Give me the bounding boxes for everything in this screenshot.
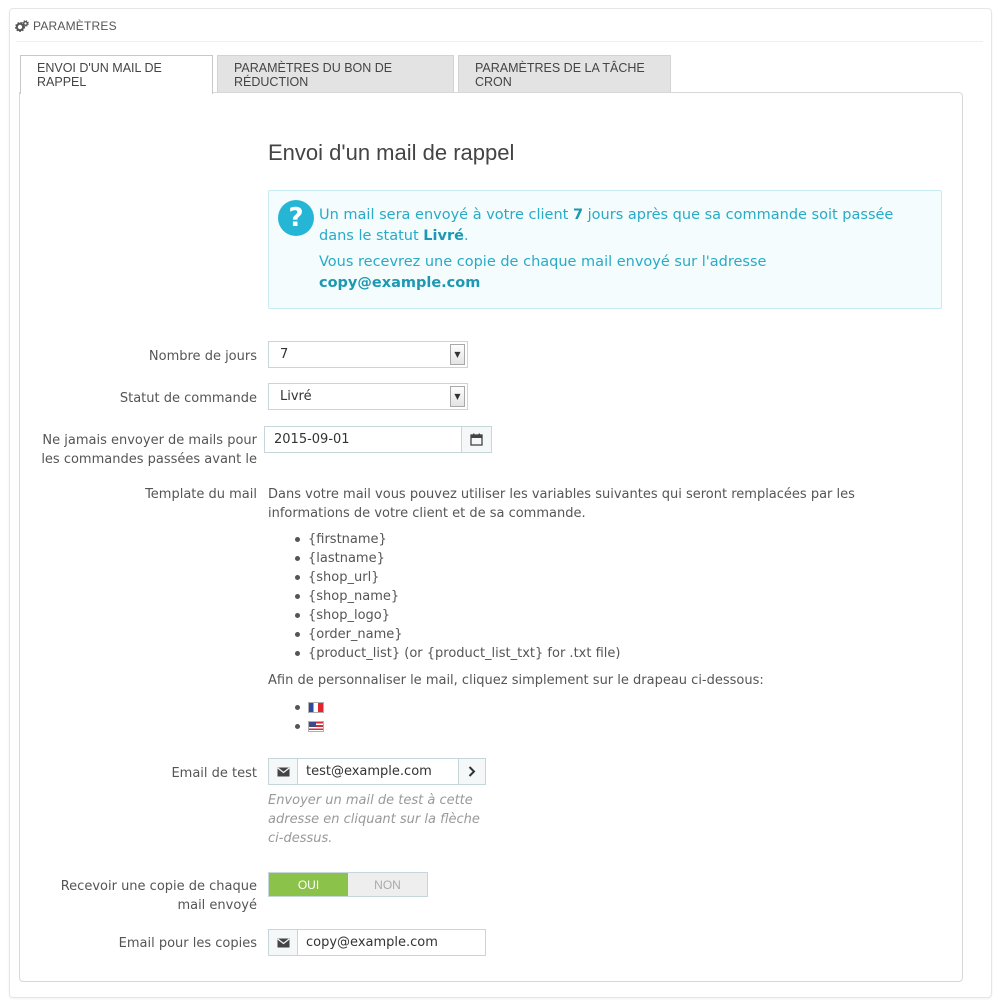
never-before-date-input[interactable] <box>264 426 492 453</box>
test-email-help: Envoyer un mail de test à cette adresse en cliquant sur la flèche ci-dessus. <box>268 793 480 846</box>
question-circle-icon: ? <box>278 200 314 236</box>
list-item: {shop_name} <box>290 587 620 606</box>
order-status-label: Statut de commande <box>119 391 257 406</box>
template-label: Template du mail <box>145 487 257 502</box>
flag-intro: Afin de personnaliser le mail, cliquez simplement sur le drapeau ci-dessous: <box>268 673 764 688</box>
days-label: Nombre de jours <box>148 349 257 364</box>
test-email-input[interactable]: test@example.com <box>306 764 432 779</box>
switch-option-no[interactable]: NON <box>348 873 427 896</box>
copy-email-input[interactable]: copy@example.com <box>306 935 438 950</box>
panel-heading <box>10 9 991 42</box>
gears-icon <box>15 20 29 32</box>
envelope-icon-addon <box>269 759 298 784</box>
copy-email-group <box>268 929 486 956</box>
template-intro: Dans votre mail vous pouvez utiliser les variables suivantes qui seront remplacées par les informations de votre client et de sa commande. <box>268 487 855 521</box>
template-variable-list <box>290 530 620 663</box>
chevron-down-icon: ▼ <box>450 386 465 407</box>
chevron-right-icon <box>468 766 476 777</box>
flag-list <box>290 698 324 736</box>
tab-bar <box>20 55 675 93</box>
order-status-select[interactable] <box>268 383 468 410</box>
receive-copy-switch[interactable] <box>268 872 428 897</box>
flag-item-fr[interactable] <box>290 698 324 717</box>
send-test-button[interactable] <box>458 759 485 784</box>
days-select-value: 7 <box>280 347 289 362</box>
switch-option-yes[interactable]: OUI <box>269 873 348 896</box>
alert-message-copy: Vous recevrez une copie de chaque mail envoyé sur l'adresse copy@example.com <box>319 254 767 291</box>
section-title: Envoi d'un mail de rappel <box>268 140 515 165</box>
flag-item-us[interactable] <box>290 717 324 736</box>
envelope-icon <box>277 767 290 777</box>
tab-reminder-mail[interactable]: ENVOI D'UN MAIL DE RAPPEL <box>20 55 213 94</box>
copy-email-label: Email pour les copies <box>118 936 257 951</box>
list-item: {firstname} <box>290 530 620 549</box>
list-item: {shop_logo} <box>290 606 620 625</box>
never-before-label: Ne jamais envoyer de mails pour les commandes passées avant le <box>41 433 257 467</box>
panel-title: PARAMÈTRES <box>33 18 117 33</box>
chevron-down-icon: ▼ <box>450 344 465 365</box>
tab-pane-reminder <box>19 92 963 982</box>
tab-cron-settings[interactable]: PARAMÈTRES DE LA TÂCHE CRON <box>458 55 671 93</box>
list-item: {lastname} <box>290 549 620 568</box>
envelope-icon-addon <box>269 930 298 955</box>
alert-message-schedule: Un mail sera envoyé à votre client 7 jours après que sa commande soit passée dans le statut Livré. <box>319 207 894 244</box>
days-select[interactable] <box>268 341 468 368</box>
envelope-icon <box>277 938 290 948</box>
calendar-icon <box>470 433 483 446</box>
list-item: {order_name} <box>290 625 620 644</box>
test-email-group <box>268 758 486 785</box>
info-alert <box>268 190 942 309</box>
flag-fr-icon[interactable] <box>308 702 324 713</box>
never-before-date-value: 2015-09-01 <box>274 432 350 447</box>
receive-copy-label: Recevoir une copie de chaque mail envoyé <box>60 879 257 913</box>
test-email-label: Email de test <box>171 766 257 781</box>
list-item: {product_list} (or {product_list_txt} for .txt file) <box>290 644 620 663</box>
flag-us-icon[interactable] <box>308 721 324 732</box>
heading-divider <box>16 41 983 42</box>
tab-voucher-settings[interactable]: PARAMÈTRES DU BON DE RÉDUCTION <box>217 55 454 93</box>
list-item: {shop_url} <box>290 568 620 587</box>
order-status-value: Livré <box>280 389 312 404</box>
calendar-button[interactable] <box>461 427 491 452</box>
